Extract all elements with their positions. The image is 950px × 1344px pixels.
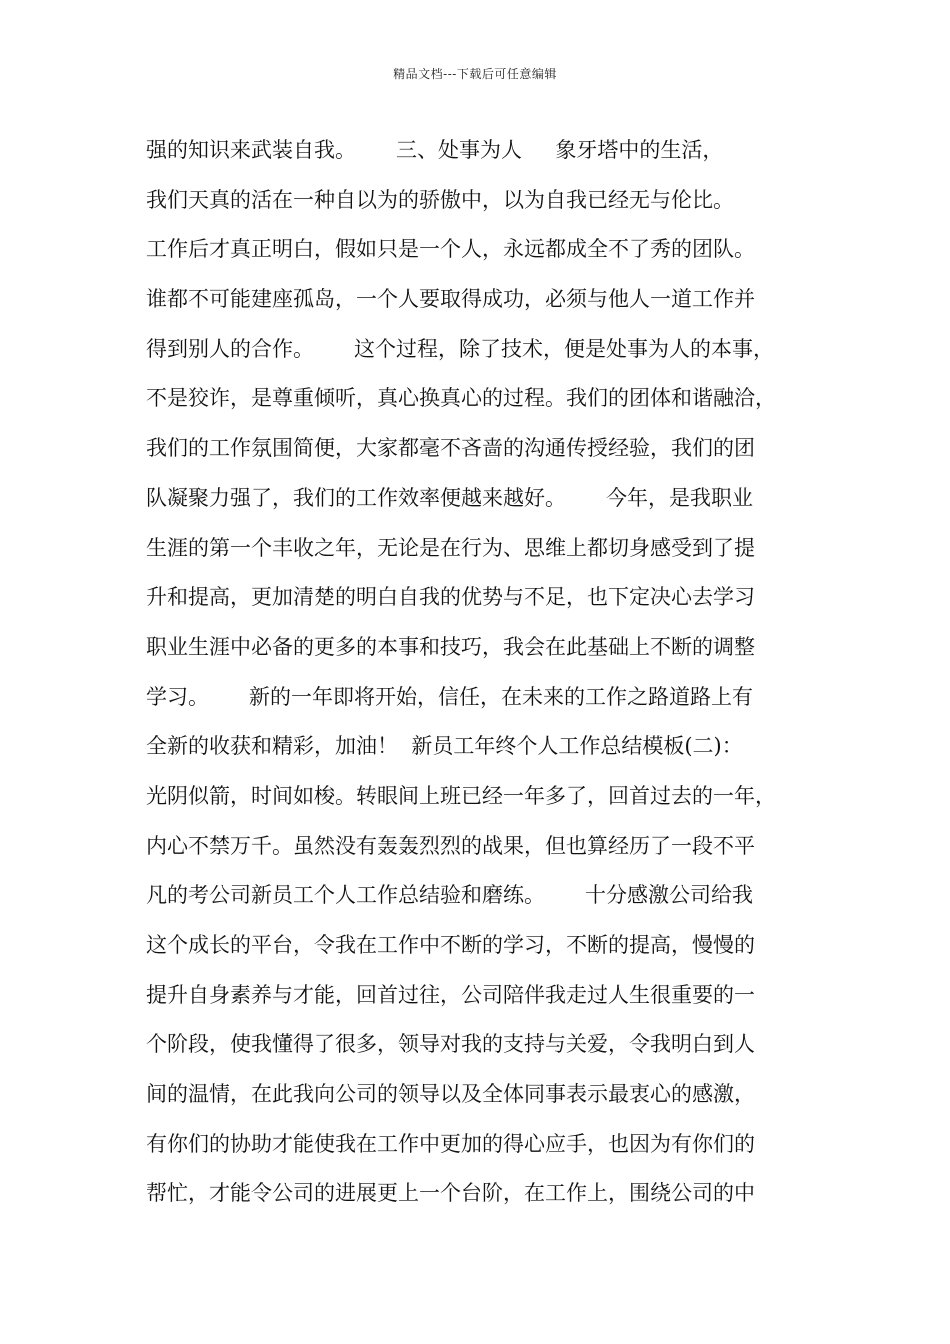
body-line: 这个成长的平台，令我在工作中不断的学习，不断的提高，慢慢的 bbox=[146, 933, 755, 957]
body-line: 凡的考公司新员工个人工作总结验和磨练。 十分感激公司给我 bbox=[146, 883, 754, 908]
body-line: 生涯的第一个丰收之年，无论是在行为、思维上都切身感受到了提 bbox=[146, 535, 755, 560]
body-line: 学习。 新的一年即将开始，信任，在未来的工作之路道路上有 bbox=[146, 684, 754, 709]
body-line: 职业生涯中必备的更多的本事和技巧，我会在此基础上不断的调整 bbox=[146, 634, 755, 659]
body-line: 提升自身素养与才能，回首过往，公司陪伴我走过人生很重要的一 bbox=[146, 982, 755, 1007]
document-body bbox=[146, 126, 826, 1219]
body-line: 个阶段，使我懂得了很多，领导对我的支持与关爱，令我明白到人 bbox=[146, 1032, 755, 1057]
body-line: 全新的收获和精彩，加油！ 新员工年终个人工作总结模板(二)： bbox=[146, 734, 743, 759]
body-line: 间的温情，在此我向公司的领导以及全体同事表示最衷心的感激， bbox=[146, 1082, 755, 1107]
body-line: 我们的工作氛围简便，大家都毫不吝啬的沟通传授经验，我们的团 bbox=[146, 436, 755, 461]
body-line: 强的知识来武装自我。 三、处事为人 象牙塔中的生活， bbox=[146, 138, 724, 162]
page-header: 精品文档---下载后可任意编辑 bbox=[393, 67, 557, 81]
body-line: 升和提高，更加清楚的明白自我的优势与不足，也下定决心去学习 bbox=[146, 585, 755, 610]
body-line: 我们天真的活在一种自以为的骄傲中，以为自我已经无与伦比。 bbox=[146, 187, 734, 212]
body-line: 队凝聚力强了，我们的工作效率便越来越好。 今年，是我职业 bbox=[146, 485, 754, 510]
body-line: 帮忙，才能令公司的进展更上一个台阶，在工作上，围绕公司的中 bbox=[146, 1181, 755, 1206]
body-line: 工作后才真正明白，假如只是一个人，永远都成全不了秀的团队。 bbox=[146, 237, 755, 262]
body-line: 不是狡诈，是尊重倾听，真心换真心的过程。我们的团体和谐融洽， bbox=[146, 386, 776, 411]
body-line: 光阴似箭，时间如梭。转眼间上班已经一年多了，回首过去的一年， bbox=[146, 783, 776, 808]
body-line: 谁都不可能建座孤岛，一个人要取得成功，必须与他人一道工作并 bbox=[146, 287, 755, 312]
body-line: 有你们的协助才能使我在工作中更加的得心应手，也因为有你们的 bbox=[146, 1131, 755, 1156]
body-line: 得到别人的合作。 这个过程，除了技术，便是处事为人的本事， bbox=[146, 336, 775, 361]
body-line: 内心不禁万千。虽然没有轰轰烈烈的战果，但也算经历了一段不平 bbox=[146, 833, 755, 858]
